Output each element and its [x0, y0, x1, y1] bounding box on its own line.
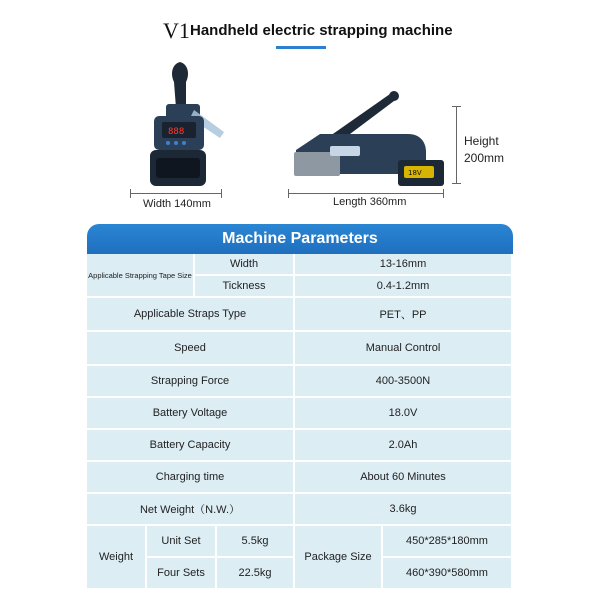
package-unit-value: 450*285*180mm	[383, 526, 513, 558]
force-label: Strapping Force	[87, 366, 295, 398]
length-dimension-tick-left	[288, 189, 289, 198]
net-weight-label: Net Weight（N.W.）	[87, 494, 295, 526]
capacity-label: Battery Capacity	[87, 430, 295, 462]
height-dimension-tick-bottom	[452, 183, 461, 184]
voltage-value: 18.0V	[295, 398, 513, 430]
speed-value: Manual Control	[295, 332, 513, 366]
thickness-label: Tickness	[195, 276, 295, 298]
machine-screen-value: 888	[168, 127, 185, 137]
weight-label: Weight	[87, 526, 147, 590]
width-value: 13-16mm	[295, 254, 513, 276]
height-dimension-value: 200mm	[464, 151, 505, 165]
charging-label: Charging time	[87, 462, 295, 494]
width-dimension-tick-right	[221, 189, 222, 198]
page-header	[0, 14, 600, 54]
length-dimension-line	[288, 193, 444, 194]
four-sets-label: Four Sets	[147, 558, 217, 590]
straps-type-value: PET、PP	[295, 298, 513, 332]
width-dimension-tick-left	[130, 189, 131, 198]
force-value: 400-3500N	[295, 366, 513, 398]
straps-type-label: Applicable Straps Type	[87, 298, 295, 332]
title-underline	[276, 46, 326, 49]
params-banner	[87, 224, 513, 254]
tape-size-label: Applicable Strapping Tape Size	[87, 254, 195, 298]
voltage-label: Battery Voltage	[87, 398, 295, 430]
height-dimension-line	[456, 106, 457, 184]
height-dimension-label: Height	[464, 134, 499, 148]
width-label: Width	[195, 254, 295, 276]
machine-side-view	[290, 90, 450, 190]
model-number: V1	[163, 18, 190, 43]
package-four-value: 460*390*580mm	[383, 558, 513, 590]
battery-label: 18V	[408, 169, 422, 177]
params-table	[87, 254, 513, 590]
width-dimension-label: Width 140mm	[143, 198, 211, 210]
height-dimension-tick-top	[452, 106, 461, 107]
length-dimension-tick-right	[443, 189, 444, 198]
page-title: Handheld electric strapping machine	[190, 22, 453, 39]
capacity-value: 2.0Ah	[295, 430, 513, 462]
charging-value: About 60 Minutes	[295, 462, 513, 494]
unit-set-value: 5.5kg	[217, 526, 295, 558]
length-dimension-label: Length 360mm	[333, 196, 407, 208]
unit-set-label: Unit Set	[147, 526, 217, 558]
width-dimension-line	[130, 193, 222, 194]
four-sets-value: 22.5kg	[217, 558, 295, 590]
params-title: Machine Parameters	[222, 230, 378, 247]
speed-label: Speed	[87, 332, 295, 366]
net-weight-value: 3.6kg	[295, 494, 513, 526]
machine-front-view	[140, 60, 240, 190]
package-size-label: Package Size	[295, 526, 383, 590]
thickness-value: 0.4-1.2mm	[295, 276, 513, 298]
